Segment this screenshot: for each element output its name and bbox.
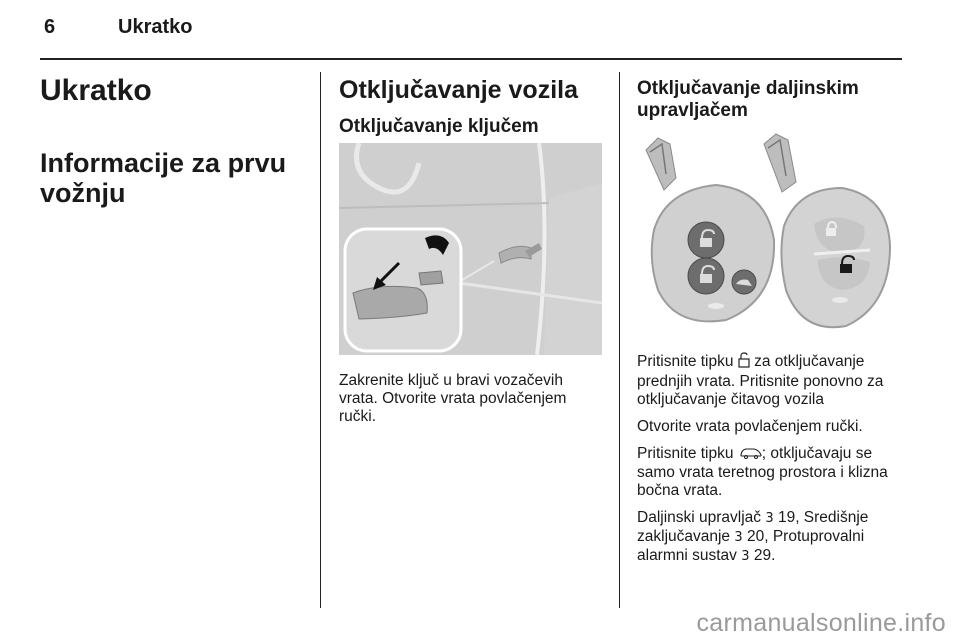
p1-line3: otključavanje čitavog vozila <box>637 391 824 408</box>
key-unlock-illustration <box>339 143 602 355</box>
right-heading <box>637 78 859 122</box>
padlock-open-icon <box>738 352 750 373</box>
p1-line1-end: za otključavanje <box>754 353 865 370</box>
header-divider <box>40 58 902 60</box>
p4-line3-start: alarmni sustav <box>637 547 737 564</box>
middle-heading: Otključavanje vozila <box>339 76 578 104</box>
p4-line2-end[interactable]: 20, Protuprovalni <box>746 528 865 545</box>
watermark: carmanualsonline.info <box>696 609 946 637</box>
right-body-text <box>637 352 902 575</box>
section-title: Ukratko <box>40 74 152 107</box>
triangle-reference-icon[interactable]: 3 <box>734 530 743 545</box>
header-title: Ukratko <box>118 16 193 38</box>
p3-line1-end: ; otključavaju se <box>761 445 873 462</box>
p3-line2: samo vrata teretnog prostora i klizna <box>637 464 888 481</box>
paragraph-unlock-front <box>637 352 902 409</box>
paragraph-open-doors: Otvorite vrata povlačenjem ručki. <box>637 418 863 435</box>
p4-line2-start: zaključavanje <box>637 528 731 545</box>
middle-text-line-2: vrata. Otvorite vrata povlačenjem <box>339 390 567 407</box>
paragraph-references <box>637 509 902 566</box>
p1-line2: prednjih vrata. Pritisnite ponovno za <box>637 373 884 390</box>
van-icon <box>740 446 762 464</box>
p4-line3-end[interactable]: 29. <box>753 547 776 564</box>
middle-body-text <box>339 372 566 426</box>
p3-line3: bočna vrata. <box>637 482 723 499</box>
right-heading-line-1: Otključavanje daljinskim <box>637 78 859 99</box>
p1-line1-start: Pritisnite tipku <box>637 353 734 370</box>
remote-key-illustration <box>636 130 901 340</box>
column-divider-left <box>320 72 321 608</box>
p4-line1-end[interactable]: 19, Središnje <box>777 509 869 526</box>
middle-text-line-3: ručki. <box>339 408 377 425</box>
triangle-reference-icon[interactable]: 3 <box>765 511 774 526</box>
middle-subheading: Otključavanje ključem <box>339 116 539 137</box>
subtitle-line-2: vožnju <box>40 178 126 208</box>
p4-line1-start: Daljinski upravljač <box>637 509 762 526</box>
p3-line1-start: Pritisnite tipku <box>637 445 734 462</box>
subtitle-line-1: Informacije za prvu <box>40 148 287 178</box>
section-subtitle <box>40 148 286 208</box>
right-heading-line-2: upravljačem <box>637 100 748 121</box>
page-number: 6 <box>44 16 56 38</box>
middle-text-line-1: Zakrenite ključ u bravi vozačevih <box>339 372 563 389</box>
paragraph-cargo-unlock <box>637 445 902 500</box>
triangle-reference-icon[interactable]: 3 <box>741 549 750 564</box>
column-divider-right <box>619 72 620 608</box>
